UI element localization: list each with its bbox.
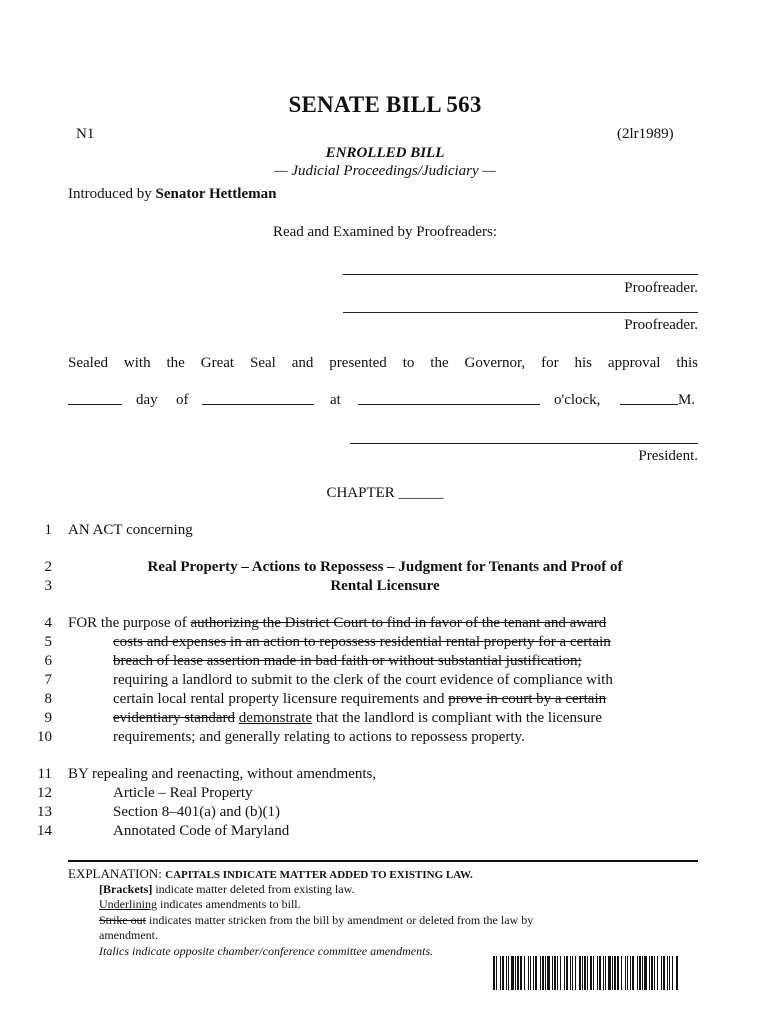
purpose-lead: FOR the purpose of [68,615,191,631]
barcode-bar [533,956,534,990]
barcode-bar [621,956,622,990]
line-number: 7 [44,672,52,688]
barcode-bar [496,956,497,990]
repealing-line: BY repealing and reenacting, without amendments, [68,766,377,782]
explanation-header [68,866,473,882]
barcode-bar [528,956,529,990]
barcode-bar [593,956,594,990]
president-signature-line [350,443,698,444]
barcode-bar [554,956,556,990]
barcode-bar [530,956,531,990]
stricken-text: prove in court by a certain [448,691,607,707]
barcode-bar [517,956,519,990]
day-label: day [136,392,158,408]
chapter-label: CHAPTER ______ [326,485,444,501]
barcode-bar [667,956,668,990]
month-blank [202,392,314,405]
barcode-bar [570,956,571,990]
line-number: 12 [37,785,52,801]
stricken-text: breach of lease assertion made in bad faith or without substantial justification; [113,653,582,669]
barcode-bar [508,956,509,990]
day-blank [68,392,122,405]
explanation-rule [68,860,698,862]
line-number: 4 [44,615,52,631]
barcode-bar [637,956,638,990]
enrolled-label: ENROLLED BILL [325,145,445,161]
barcode-bar [605,956,606,990]
code-left: N1 [76,126,95,142]
barcode-bar [520,956,522,990]
stricken-text: evidentiary standard [113,710,236,726]
proofreader-signature-line-2 [343,312,698,313]
line-number: 6 [44,653,52,669]
barcode-bar [627,956,628,990]
line-number: 2 [44,559,52,575]
barcode-bar [590,956,592,990]
line-number: 5 [44,634,52,650]
article-line: Article – Real Property [113,785,253,801]
at-label: at [330,392,341,408]
purpose-text: certain local rental property licensure requirements and [113,691,449,707]
barcode-bar [535,956,537,990]
barcode-bar [603,956,604,990]
purpose-line-8 [113,691,606,708]
barcode-bar [493,956,495,990]
read-examined: Read and Examined by Proofreaders: [272,224,498,240]
strike-note [99,913,533,928]
underlining-word: Underlining [99,897,157,911]
barcode-bar [524,956,525,990]
barcode-bar [630,956,631,990]
meridian-blank [620,392,678,405]
bill-title: SENATE BILL 563 [288,92,482,117]
explanation-label: EXPLANATION: [68,866,162,881]
line-number: 1 [44,522,52,538]
barcode-bar [651,956,653,990]
sponsor-name: Senator Hettleman [155,186,277,202]
purpose-line-7: requiring a landlord to submit to the clerk of the court evidence of compliance with [113,672,613,688]
barcode-bar [654,956,655,990]
committee-label: — Judicial Proceedings/Judiciary — [274,163,496,179]
barcode-bar [672,956,673,990]
strike-desc: indicates matter stricken from the bill by amendment or deleted from the law by [146,913,534,927]
code-right: (2lr1989) [617,126,674,142]
underlining-note [99,897,301,912]
barcode-bar [500,956,501,990]
purpose-text: that the landlord is compliant with the licensure [312,710,603,726]
barcode-bar [540,956,541,990]
time-blank [358,392,540,405]
act-concerning: AN ACT concerning [68,522,193,538]
line-number: 11 [37,766,52,782]
m-label: M. [678,392,696,408]
brackets-note [99,882,354,897]
line-number: 9 [44,710,52,726]
capitals-note: CAPITALS INDICATE MATTER ADDED TO EXISTING LAW. [165,869,473,881]
line-number: 14 [37,823,52,839]
barcode-bar [511,956,514,990]
barcode-bar [566,956,568,990]
barcode-bar [614,956,616,990]
stricken-text: costs and expenses in an action to repossess residential rental property for a certain [113,634,611,650]
barcode-bar [564,956,565,990]
barcode-bar [639,956,641,990]
barcode-bar [608,956,611,990]
barcode [493,956,679,990]
strike-note-cont: amendment. [99,928,158,942]
barcode-bar [587,956,588,990]
barcode-bar [547,956,550,990]
barcode-bar [545,956,546,990]
line-number: 13 [37,804,52,820]
proofreader-label-1: Proofreader. [624,280,698,296]
barcode-bar [502,956,504,990]
strike-word: Strike out [99,913,146,927]
barcode-bar [625,956,626,990]
proofreader-signature-line-1 [343,274,698,275]
barcode-bar [649,956,650,990]
barcode-bar [669,956,670,990]
line-number: 8 [44,691,52,707]
oclock-label: o'clock, [554,392,601,408]
barcode-bar [617,956,619,990]
bill-subject-line-2: Rental Licensure [330,578,440,594]
barcode-bar [661,956,662,990]
brackets-desc: indicate matter deleted from existing law. [152,882,355,896]
sealed-text: Sealed with the Great Seal and presented to the Governor, for his approval this [68,355,698,371]
barcode-bar [515,956,516,990]
barcode-bar [552,956,553,990]
barcode-bar [584,956,586,990]
barcode-bar [676,956,678,990]
barcode-bar [557,956,558,990]
purpose-line-10: requirements; and generally relating to actions to repossess property. [113,729,525,745]
proofreader-label-2: Proofreader. [624,317,698,333]
barcode-bar [642,956,643,990]
amended-text: demonstrate [238,710,313,726]
barcode-bar [657,956,658,990]
line-number: 3 [44,578,52,594]
purpose-line-4 [68,615,606,632]
barcode-bar [579,956,581,990]
purpose-line-9 [113,710,602,727]
introduced-prefix: Introduced by [68,186,152,202]
barcode-bar [506,956,507,990]
italics-note: Italics indicate opposite chamber/conference committee amendments. [99,944,434,958]
barcode-bar [632,956,634,990]
barcode-bar [644,956,647,990]
stricken-text: authorizing the District Court to find in favor of the tenant and award [190,615,607,631]
underlining-desc: indicates amendments to bill. [157,897,301,911]
line-number: 10 [37,729,52,745]
code-line: Annotated Code of Maryland [113,823,290,839]
section-line: Section 8–401(a) and (b)(1) [113,804,281,820]
introduced-by [68,186,276,203]
barcode-bar [582,956,583,990]
barcode-bar [542,956,544,990]
barcode-bar [612,956,613,990]
brackets-word: [Brackets] [99,882,153,896]
of-label: of [176,392,189,408]
president-label: President. [638,448,698,464]
barcode-bar [599,956,601,990]
barcode-bar [572,956,573,990]
barcode-bar [575,956,576,990]
bill-subject-line-1: Real Property – Actions to Repossess – Judgment for Tenants and Proof of [147,559,623,575]
barcode-bar [560,956,561,990]
barcode-bar [597,956,598,990]
barcode-bar [663,956,665,990]
